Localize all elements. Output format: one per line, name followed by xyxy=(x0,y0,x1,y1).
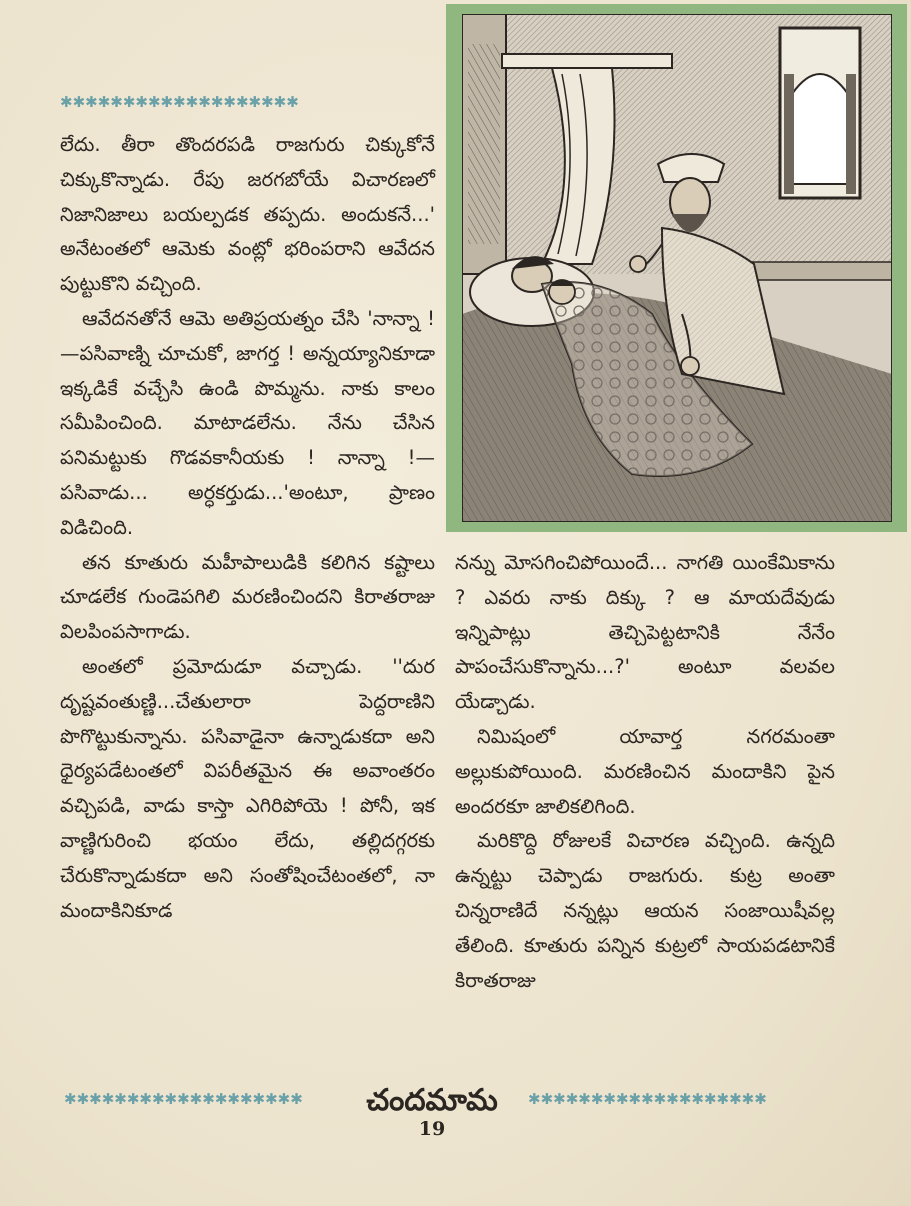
paragraph: నన్ను మోసగించిపోయిందే... నాగతి యింకేమికాను ? ఎవరు నాకు దిక్కు ? ఆ మాయదేవుడు ఇన్నిపాట్లు తెచ్చిపెట్టటానికి నేనేం పాపంచేసుకొన్నాను...?' అంటూ వలవల యేడ్చాడు. xyxy=(455,551,835,714)
magazine-title: చందమామ xyxy=(366,1083,498,1118)
paragraph: అంతలో ప్రమోదుడూ వచ్చాడు. ''దుర దృష్టవంతుణ్ణి...చేతులారా పెద్దరాణిని పొగొట్టుకున్నాను. పసివాడైనా ఉన్నాడుకదా అని ధైర్యపడేటంతలో విపరీతమైన ఈ అవాంతరం వచ్చిపడి, వాడు కాస్తా ఎగిరిపోయె ! పోనీ, ఇక వాణ్ణిగురించి భయం లేదు, తల్లిదగ్గరకు చేరుకొన్నాడుకదా అని సంతోషించేటంతలో, నా మందాకినికూడ xyxy=(60,654,435,922)
illustration-drawing xyxy=(462,14,892,522)
page-number: 19 xyxy=(418,1118,446,1140)
paragraph: లేదు. తీరా తొందరపడి రాజగురు చిక్కుకోనే చిక్కుకొన్నాడు. రేపు జరగబోయే విచారణలో నిజానిజాలు బయల్పడక తప్పదు. అందుకనే...' అనేటంతలో ఆమెకు వంట్లో భరింపరాని ఆవేదన పుట్టుకొని వచ్చింది. xyxy=(60,133,435,296)
footer-ornament-right: ✱✱✱✱✱✱✱✱✱✱✱✱✱✱✱✱✱✱✱ xyxy=(528,1091,767,1107)
top-ornament-border: ✱✱✱✱✱✱✱✱✱✱✱✱✱✱✱✱✱✱✱ xyxy=(60,94,299,110)
right-text-column xyxy=(455,546,835,998)
left-text-column xyxy=(60,128,435,928)
paragraph: మరికొద్ది రోజులకే విచారణ వచ్చింది. ఉన్నది ఉన్నట్టు చెప్పాడు రాజగురు. కుట్ర అంతా చిన్నరాణిదే నన్నట్లు ఆయన సంజాయిషీవల్ల తేలింది. కూతురు పన్నిన కుట్రలో సాయపడటానికే కిరాతరాజు xyxy=(455,829,835,992)
story-illustration xyxy=(446,4,907,532)
paragraph: తన కూతురు మహీపాలుడికి కలిగిన కష్టాలు చూడలేక గుండెపగిలి మరణించిందని కిరాతరాజు విలపింపసాగాడు. xyxy=(60,550,435,644)
footer-ornament-left: ✱✱✱✱✱✱✱✱✱✱✱✱✱✱✱✱✱✱✱ xyxy=(64,1091,303,1107)
paragraph: నిమిషంలో యావార్త నగరమంతా అల్లుకుపోయింది. మరణించిన మందాకిని పైన అందరకూ జాలికలిగింది. xyxy=(455,724,835,818)
paragraph: ఆవేదనతోనే ఆమె అతిప్రయత్నం చేసి 'నాన్నా !—పసివాణ్ని చూచుకో, జాగర్త ! అన్నయ్యానికూడా ఇక్కడికే వచ్చేసి ఉండి పొమ్మను. నాకు కాలం సమీపించింది. మాటాడలేను. నేను చేసిన పనిమట్టుకు గొడవకానీయకు ! నాన్నా !—పసివాడు... అర్ధకర్తుడు...'అంటూ, ప్రాణం విడిచింది. xyxy=(60,306,435,539)
